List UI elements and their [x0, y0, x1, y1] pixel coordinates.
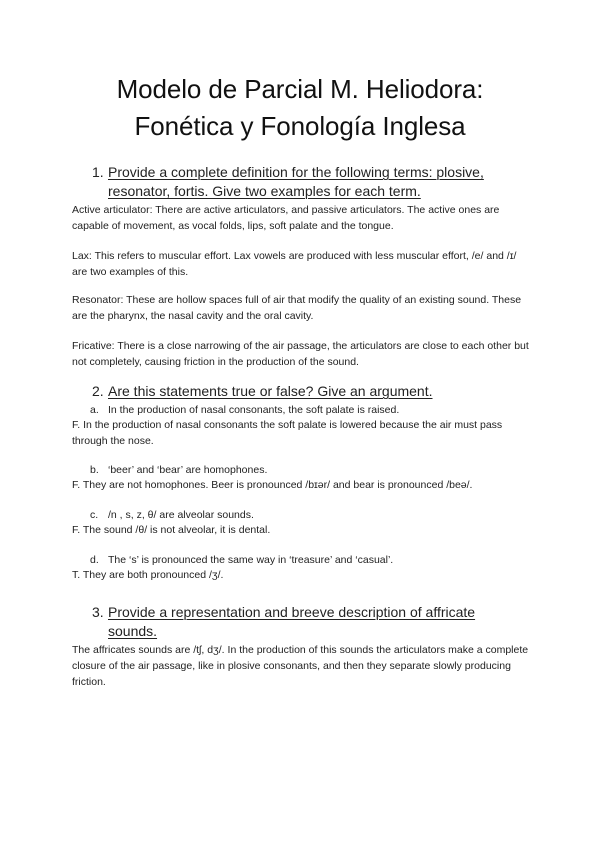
answer-d: T. They are both pronounced /ʒ/. — [72, 569, 224, 581]
question-2-number: 2. — [92, 383, 104, 399]
statement-a-text: In the production of nasal consonants, the soft palate is raised. — [108, 404, 400, 416]
question-2-text: Are this statements true or false? Give an argument. — [108, 383, 433, 399]
statement-d-letter: d. — [90, 554, 99, 566]
answer-fricative: Fricative: There is a close narrowing of the air passage, the articulators are close to each other but not completely, causing friction in the production of the sound. — [72, 340, 529, 368]
answer-active-articulator: Active articulator: There are active articulators, and passive articulators. The active ones are capable of movement, as vocal folds, lips, soft palate and the tongue. — [72, 204, 500, 232]
page-title-line-1: Modelo de Parcial M. Heliodora: — [116, 74, 484, 104]
answer-c: F. The sound /θ/ is not alveolar, it is dental. — [72, 524, 271, 536]
page-title-line-2: Fonética y Fonología Inglesa — [134, 111, 466, 141]
answer-b: F. They are not homophones. Beer is pronounced /bɪər/ and bear is pronounced /beə/. — [72, 479, 473, 491]
statement-d — [90, 552, 393, 568]
statement-a-letter: a. — [90, 404, 99, 416]
statement-b — [90, 462, 267, 478]
statement-d-text: The ‘s’ is pronounced the same way in ‘treasure’ and ‘casual’. — [108, 554, 394, 566]
question-3-number: 3. — [92, 604, 104, 620]
statement-b-text: ‘beer’ and ‘bear’ are homophones. — [108, 464, 268, 476]
answer-lax: Lax: This refers to muscular effort. Lax vowels are produced with less muscular effort, /e/ and /ɪ/ are two examples of this. — [72, 250, 517, 278]
question-1-text: Provide a complete definition for the following terms: plosive, resonator, fortis. Give two examples for each term. — [108, 164, 484, 199]
statement-c-text: /n , s, z, θ/ are alveolar sounds. — [108, 509, 254, 521]
question-1-number: 1. — [92, 164, 104, 180]
question-3 — [92, 603, 492, 643]
statement-c — [90, 507, 254, 523]
statement-b-letter: b. — [90, 464, 99, 476]
statement-c-letter: c. — [90, 509, 99, 521]
answer-resonator: Resonator: These are hollow spaces full of air that modify the quality of an existing sound. These are the pharynx, the nasal cavity and the oral cavity. — [72, 294, 522, 322]
question-2 — [92, 382, 512, 402]
answer-affricates: The affricates sounds are /tʃ, dʒ/. In the production of this sounds the articulators make a complete closure of the air passage, like in plosive consonants, and then they separate slowly producing friction. — [72, 644, 529, 688]
question-3-text: Provide a representation and breeve description of affricate sounds. — [108, 604, 476, 639]
question-1 — [92, 163, 512, 203]
statement-a — [90, 402, 399, 418]
answer-a: F. In the production of nasal consonants the soft palate is lowered because the air must pass through the nose. — [72, 419, 503, 447]
